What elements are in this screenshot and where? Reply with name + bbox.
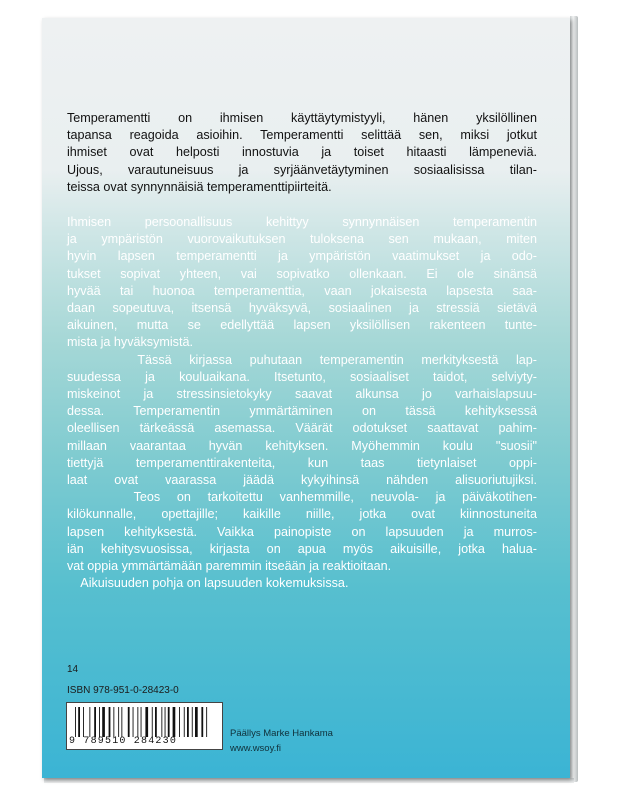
- body-line: vat oppia ymmärtämään paremmin itseään ja reaktioitaan.: [67, 559, 392, 574]
- body-line: daan sopeutuva, itsensä hyväksyvä, sosiaalinen ja stressiä sietävä: [67, 301, 537, 316]
- barcode-bar: [179, 707, 180, 737]
- barcode-bar: [155, 707, 157, 737]
- barcode-bar: [75, 707, 76, 737]
- barcode-bar: [102, 707, 105, 737]
- intro-line: tapansa reagoida asioihin. Temperamentti selittää sen, miksi jotkut: [67, 128, 537, 143]
- body-line: suudessa ja kouluaikana. Itsetunto, sosiaaliset taidot, selviyty-: [67, 369, 537, 384]
- body-line: laat ovat vaarassa jäädä kykyihinsä nähden alisuoriutujiksi.: [67, 473, 537, 488]
- body-line: mista ja hyväksymistä.: [67, 335, 193, 350]
- barcode-bar: [173, 707, 176, 737]
- barcode-bar: [133, 707, 134, 737]
- barcode-bar: [99, 707, 100, 737]
- barcode-bar: [89, 707, 90, 737]
- barcode-bar: [118, 707, 119, 737]
- barcode-bar: [161, 707, 162, 737]
- barcode-bar: [83, 707, 84, 737]
- barcode-bar: [94, 707, 96, 737]
- barcode-bar: [113, 707, 114, 737]
- body-line: oleellisen tärkeässä asemassa. Väärät odotukset saattavat pahim-: [67, 421, 537, 436]
- body-paragraphs: [67, 214, 537, 592]
- intro-line: teissa ovat synnynnäisiä temperamenttipiirteitä.: [67, 179, 332, 194]
- barcode-bar: [109, 707, 111, 737]
- barcode-bar: [192, 707, 193, 737]
- body-line: iän kehitysvuosissa, kirjasta on apua myös aikuisille, jotka halua-: [67, 541, 537, 556]
- body-line: lapsen kehityksestä. Vaikka painopiste on lapsuuden ja murros-: [67, 524, 537, 539]
- intro-line: Temperamentti on ihmisen käyttäytymistyyli, hänen yksilöllinen: [67, 111, 537, 125]
- barcode-bar: [78, 707, 80, 737]
- barcode-bar: [137, 707, 138, 737]
- body-line: dessa. Temperamentin ymmärtäminen on tässä kehityksessä: [67, 404, 537, 419]
- barcode-bar: [121, 707, 122, 737]
- body-line: miskeinot ja stressinsietokyky saavat alkunsa jo varhaislapsuu-: [67, 387, 537, 402]
- barcode-bar: [152, 707, 153, 737]
- barcode-bar: [201, 707, 203, 737]
- barcode: [66, 702, 223, 750]
- intro-line: Ujous, varautuneisuus ja syrjäänvetäytyminen sosiaalisissa tilan-: [67, 162, 537, 177]
- barcode-bar: [195, 707, 198, 737]
- barcode-digits: 9 789510 284230: [69, 736, 178, 747]
- barcode-bar: [184, 707, 185, 737]
- body-line: kilökunnalle, opettajille; kaikille niille, jotka ovat kiinnostuneita: [67, 507, 537, 522]
- isbn-text: ISBN 978-951-0-28423-0: [67, 685, 179, 696]
- barcode-bar: [141, 707, 142, 737]
- body-line: hyvää tai huonoa temperamenttia, vaan jokaisesta lapsesta saa-: [67, 283, 537, 298]
- book-bottom-edge: [44, 778, 574, 783]
- body-line: tukset sopivat yhteen, vai sopivatko ollenkaan. Ei ole sinänsä: [67, 266, 537, 281]
- barcode-bar: [165, 707, 166, 737]
- barcode-bar: [168, 707, 170, 737]
- intro-paragraph: [67, 110, 537, 196]
- book-spine-edge: [570, 16, 578, 782]
- body-line: Tässä kirjassa puhutaan temperamentin merkityksestä lap-: [67, 352, 537, 367]
- body-line: millaan vaarantaa hyvän kehityksen. Myöhemmin koulu "suosii": [67, 438, 537, 453]
- barcode-bar: [187, 707, 189, 737]
- body-line: Ihmisen persoonallisuus kehittyy synnynnäisen temperamentin: [67, 215, 537, 229]
- barcode-bar: [206, 707, 207, 737]
- publisher-website: www.wsoy.fi: [230, 743, 282, 754]
- body-line: tiettyjä temperamenttirakenteita, kun taas tietynlaiset oppi-: [67, 455, 537, 470]
- body-line: Teos on tarkoitettu vanhemmille, neuvola- ja päiväkotihen-: [67, 490, 537, 505]
- body-line: ja ympäristön vuorovaikutuksen tuloksena sen mukaan, miten: [67, 232, 537, 247]
- cover-credit: Päällys Marke Hankama: [230, 728, 333, 739]
- page-count: 14: [67, 664, 79, 675]
- body-line: hyvin lapsen temperamentti ja ympäristön vaatimukset ja odo-: [67, 249, 537, 264]
- body-line: aikuinen, mutta se edellyttää lapsen yksilöllisen rakenteen tunte-: [67, 318, 537, 333]
- body-line: Aikuisuuden pohja on lapsuuden kokemuksissa.: [67, 576, 349, 591]
- barcode-bars: [75, 707, 215, 737]
- barcode-bar: [128, 707, 130, 737]
- intro-line: ihmiset ovat helposti innostuvia ja toiset hitaasti lämpeneviä.: [67, 145, 537, 160]
- barcode-bar: [145, 707, 148, 737]
